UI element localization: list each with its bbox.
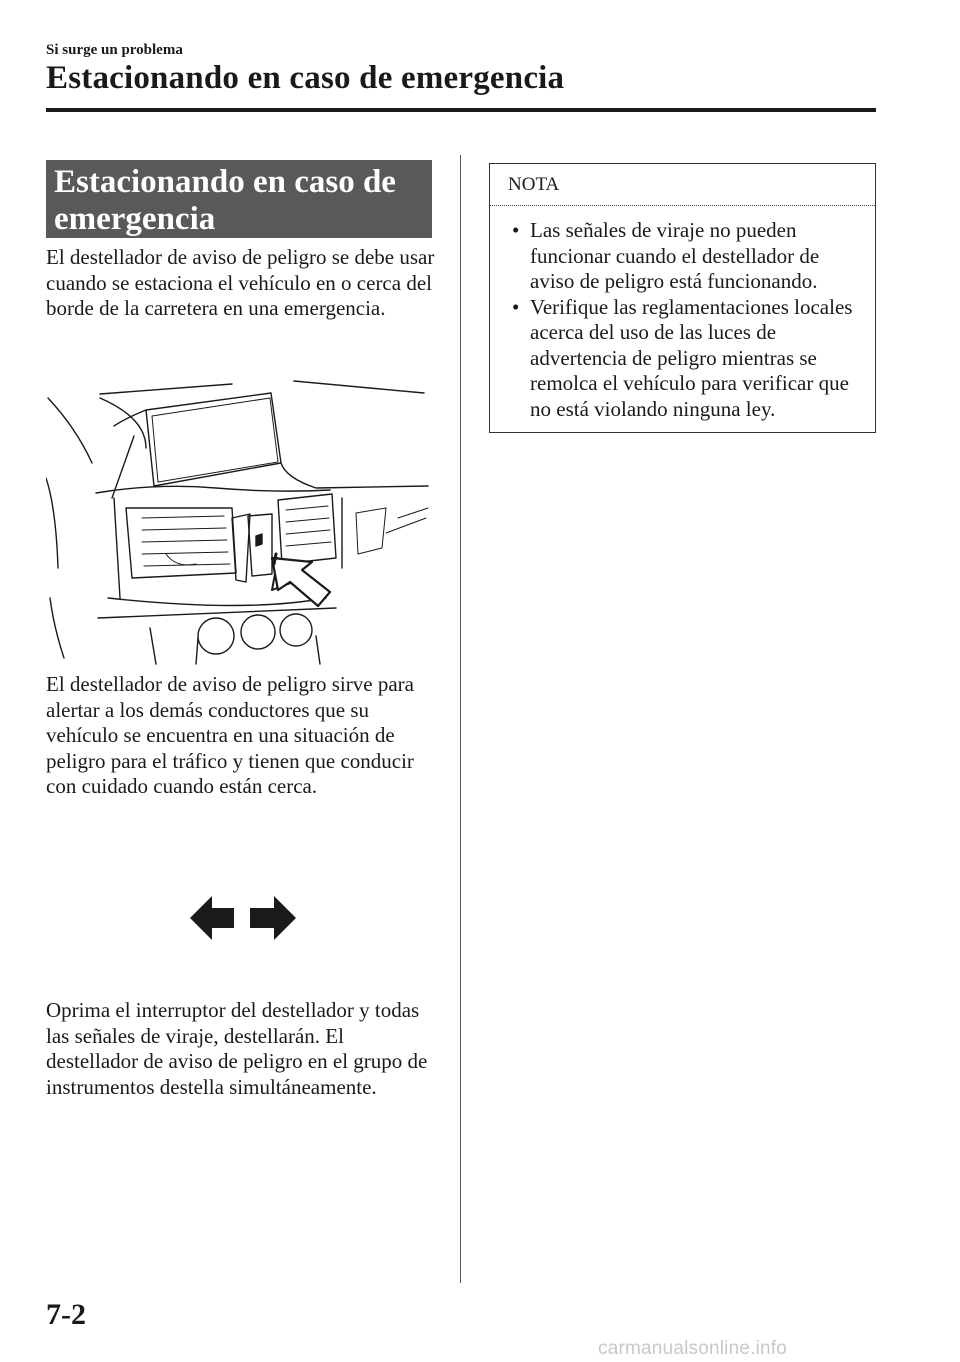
column-divider [460,155,461,1283]
note-list [490,218,875,422]
watermark: carmanualsonline.info [598,1338,788,1359]
note-box [489,163,876,433]
note-item [490,295,875,423]
page-title: Estacionando en caso de emergencia [46,60,565,96]
purpose-paragraph: El destellador de aviso de peligro sirve para alertar a los demás conductores que su vehículo se encuentra en una situación de peligro para el tráfico y tienen que conducir con cuidado cuando están cerca. [46,672,414,798]
intro-paragraph: El destellador de aviso de peligro se debe usar cuando se estaciona el vehículo en o cerca del borde de la carretera en una emergencia. [46,245,435,320]
header-rule [46,108,876,112]
page-number: 7-2 [46,1298,86,1331]
note-title: NOTA [508,174,560,195]
chapter-heading: Si surge un problema [46,42,183,58]
note-item-text: Las señales de viraje no pueden funcionar cuando el destellador de aviso de peligro está funcionando. [530,218,820,293]
hazard-switch-dashboard-icon [46,368,436,668]
bullet-icon: • [512,218,520,242]
note-item-text: Verifique las reglamentaciones locales acerca del uso de las luces de advertencia de peligro mientras se remolca el vehículo para verificar que no está violando ninguna ley. [530,294,853,421]
note-separator [490,205,875,206]
section-title-line1: Estacionando en caso de [54,164,396,200]
section-title-line2: emergencia [54,201,216,237]
note-item [490,218,875,295]
turn-signal-arrows-icon [190,893,296,943]
section-title [46,160,432,238]
bullet-icon: • [512,294,520,319]
operation-paragraph: Oprima el interruptor del destellador y todas las señales de viraje, destellarán. El destellador de aviso de peligro en el grupo de instrumentos destella simultáneamente. [46,998,428,1099]
